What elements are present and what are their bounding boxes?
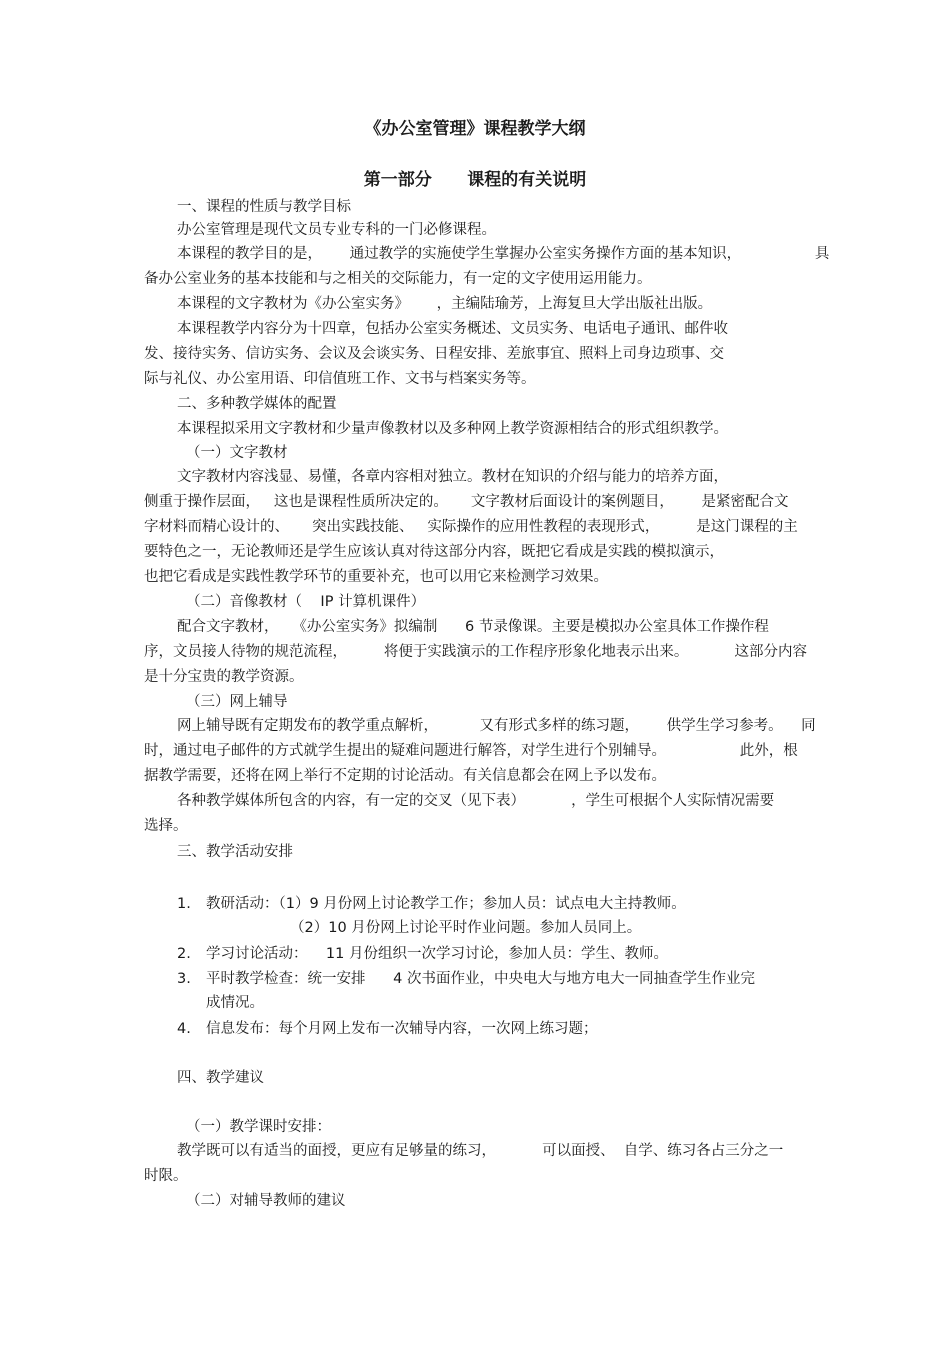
list-item-number: 3.: [177, 971, 191, 987]
paragraph-line: 本课程拟采用文字教材和少量声像教材以及多种网上教学资源相结合的形式组织教学。: [177, 421, 728, 437]
paragraph-line: 办公室管理是现代文员专业专科的一门必修课程。: [177, 222, 496, 238]
document-title: 《办公室管理》课程教学大纲: [364, 119, 586, 139]
paragraph-line: 是十分宝贵的教学资源。: [144, 669, 304, 685]
list-item-number: 4.: [177, 1021, 191, 1037]
paragraph-line: 文字教材内容浅显、易懂，各章内容相对独立。教材在知识的介绍与能力的培养方面，: [177, 469, 728, 485]
paragraph-line: 教学既可以有适当的面授，更应有足够量的练习， 可以面授、 自学、练习各占三分之一: [177, 1143, 784, 1159]
list-item: 信息发布：每个月网上发布一次辅导内容，一次网上练习题；: [206, 1021, 598, 1037]
paragraph-line: 字材料而精心设计的、 突出实践技能、 实际操作的应用性教程的表现形式， 是这门课程的主: [144, 519, 798, 535]
paragraph-line: 序，文员接人待物的规范流程， 将便于实践演示的工作程序形象化地表示出来。 这部分内容: [144, 644, 807, 660]
paragraph-line: 据教学需要，还将在网上举行不定期的讨论活动。有关信息都会在网上予以发布。: [144, 768, 666, 784]
list-item: 成情况。: [206, 995, 264, 1011]
paragraph-line: 时限。: [144, 1168, 188, 1184]
section-3-heading: 三、教学活动安排: [177, 844, 293, 860]
paragraph-line: 各种教学媒体所包含的内容，有一定的交叉（见下表） ，学生可根据个人实际情况需要: [177, 793, 775, 809]
paragraph-line: 配合文字教材， 《办公室实务》拟编制 6 节录像课。主要是模拟办公室具体工作操作程: [177, 619, 769, 635]
section-2-heading: 二、多种教学媒体的配置: [177, 396, 337, 412]
list-item-number: 2.: [177, 946, 191, 962]
paragraph-line: 选择。: [144, 818, 188, 834]
paragraph-line: 际与礼仪、办公室用语、印信值班工作、文书与档案实务等。: [144, 371, 536, 387]
paragraph-line: 本课程教学内容分为十四章，包括办公室实务概述、文员实务、电话电子通讯、邮件收: [177, 321, 728, 337]
paragraph-line: 发、接待实务、信访实务、会议及会谈实务、日程安排、差旅事宜、照料上司身边琐事、交: [144, 346, 724, 362]
list-item-number: 1.: [177, 896, 191, 912]
paragraph-line: 时，通过电子邮件的方式就学生提出的疑难问题进行解答，对学生进行个别辅导。 此外，根: [144, 743, 798, 759]
subheading: （二）对辅导教师的建议: [186, 1193, 346, 1209]
paragraph-line: 侧重于操作层面， 这也是课程性质所决定的。 文字教材后面设计的案例题目， 是紧密配合文: [144, 494, 789, 510]
subheading: （三）网上辅导: [186, 694, 288, 710]
paragraph-line: 要特色之一，无论教师还是学生应该认真对待这部分内容，既把它看成是实践的模拟演示，: [144, 544, 724, 560]
list-item: 教研活动：（1）9 月份网上讨论教学工作；参加人员：试点电大主持教师。: [206, 896, 686, 912]
part-title: 第一部分 课程的有关说明: [363, 170, 587, 190]
subheading: （一）教学课时安排：: [186, 1119, 331, 1135]
paragraph-line: 备办公室业务的基本技能和与之相关的交际能力，有一定的文字使用运用能力。: [144, 271, 652, 287]
section-1-heading: 一、课程的性质与教学目标: [177, 199, 351, 215]
paragraph-line: 本课程的文字教材为《办公室实务》 ，主编陆瑜芳，上海复旦大学出版社出版。: [177, 296, 713, 312]
section-4-heading: 四、教学建议: [177, 1070, 264, 1086]
subheading: （二）音像教材（ IP 计算机课件）: [186, 594, 426, 610]
paragraph-line: 也把它看成是实践性教学环节的重要补充，也可以用它来检测学习效果。: [144, 569, 608, 585]
subheading: （一）文字教材: [186, 445, 288, 461]
paragraph-line: 本课程的教学目的是， 通过教学的实施使学生掌握办公室实务操作方面的基本知识， 具: [177, 246, 830, 262]
list-item: 平时教学检查：统一安排 4 次书面作业，中央电大与地方电大一同抽查学生作业完: [206, 971, 755, 987]
paragraph-line: 网上辅导既有定期发布的教学重点解析， 又有形式多样的练习题， 供学生学习参考。 同: [177, 718, 816, 734]
list-item: 学习讨论活动： 11 月份组织一次学习讨论，参加人员：学生、教师。: [206, 946, 668, 962]
list-item: （2）10 月份网上讨论平时作业问题。参加人员同上。: [290, 920, 642, 936]
